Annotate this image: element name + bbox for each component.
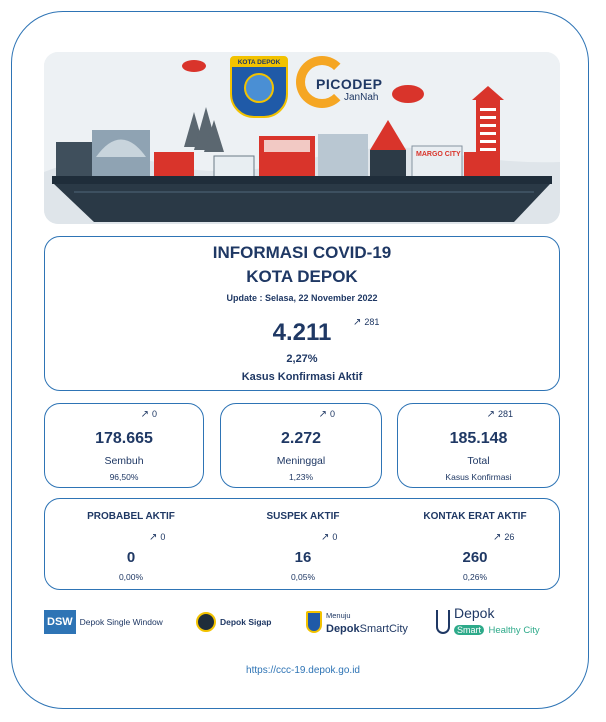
- dsw-badge: DSW: [44, 610, 76, 634]
- update-date: Update : Selasa, 22 November 2022: [226, 293, 378, 303]
- depok-sigap-logo[interactable]: [196, 600, 271, 644]
- column-delta-value: 0: [160, 532, 166, 542]
- active-cases-value: 4.211: [272, 319, 332, 346]
- column-value: 16: [294, 549, 312, 566]
- healthy-city-logo[interactable]: [436, 600, 540, 644]
- column-delta: [321, 532, 337, 543]
- active-delta: [353, 317, 379, 328]
- smartcity-pre: Menuju: [326, 610, 351, 620]
- title-line2: KOTA DEPOK: [246, 267, 358, 286]
- column-title: SUSPEK AKTIF: [266, 511, 340, 522]
- other-cases-card: [44, 498, 560, 590]
- arrow-up-right-icon: ↗: [353, 317, 362, 328]
- column-percent: 0,00%: [118, 572, 144, 582]
- stat-sub: Kasus Konfirmasi: [445, 472, 512, 482]
- column-delta: [493, 532, 514, 543]
- stat-card-deaths: [220, 403, 382, 488]
- arrow-up-right-icon: ↗: [321, 532, 330, 543]
- column-percent: 0,26%: [462, 572, 488, 582]
- active-cases-card: [44, 236, 560, 391]
- seal-caption: KOTA DEPOK: [232, 58, 286, 67]
- partner-logos: [44, 600, 560, 644]
- column-percent: 0,05%: [290, 572, 316, 582]
- picodep-sub: JanNah: [344, 92, 379, 103]
- title-line1: INFORMASI COVID-19: [212, 243, 392, 262]
- stat-delta-value: 0: [151, 409, 157, 419]
- smartcity-rest: SmartCity: [359, 622, 408, 635]
- suspect-column: [217, 499, 389, 591]
- hero-illustration: [44, 52, 560, 224]
- column-delta-value: 0: [332, 532, 338, 542]
- stat-sub: 1,23%: [288, 472, 314, 482]
- stat-value: 185.148: [449, 430, 508, 447]
- stat-delta: [141, 409, 157, 420]
- healthy-rest: Healthy City: [488, 625, 540, 636]
- stat-delta: [487, 409, 513, 420]
- depok-shield-icon: [306, 611, 322, 633]
- arrow-up-right-icon: ↗: [140, 409, 149, 420]
- dsw-label: Depok Single Window: [79, 617, 163, 627]
- column-value: 260: [462, 549, 488, 566]
- stat-value: 2.272: [280, 430, 322, 447]
- mall-sign: MARGO CITY: [416, 151, 461, 158]
- column-delta-value: 26: [504, 532, 515, 542]
- stat-card-recovered: [44, 403, 204, 488]
- column-title: PROBABEL AKTIF: [87, 511, 175, 522]
- stat-name: Sembuh: [104, 455, 144, 467]
- chat-bubble-icon: [196, 612, 216, 632]
- active-label: Kasus Konfirmasi Aktif: [241, 371, 363, 383]
- stat-card-total: [397, 403, 560, 488]
- column-title: KONTAK ERAT AKTIF: [423, 511, 527, 522]
- smartcity-logo[interactable]: [306, 600, 408, 644]
- stat-delta-value: 281: [497, 409, 513, 419]
- arrow-up-right-icon: ↗: [493, 532, 502, 543]
- kota-depok-seal: [230, 56, 288, 118]
- sigap-label: Depok Sigap: [220, 617, 272, 627]
- smartcity-bold: Depok: [326, 622, 360, 635]
- probable-column: [45, 499, 217, 591]
- picodep-title: PICODEP: [316, 76, 383, 92]
- close-contact-column: [389, 499, 561, 591]
- picodep-logo: [296, 56, 390, 116]
- stat-delta-value: 0: [329, 409, 335, 419]
- website-url[interactable]: https://ccc-19.depok.go.id: [246, 665, 360, 676]
- arrow-up-right-icon: ↗: [149, 532, 158, 543]
- stat-name: Total: [467, 455, 490, 467]
- active-delta-value: 281: [364, 317, 380, 327]
- column-value: 0: [126, 549, 136, 566]
- healthy-top: Depok: [454, 605, 495, 621]
- column-delta: [149, 532, 165, 543]
- healthy-smart: Smart: [454, 625, 484, 635]
- arrow-up-right-icon: ↗: [318, 409, 327, 420]
- stat-value: 178.665: [95, 430, 153, 447]
- stat-delta: [319, 409, 335, 420]
- stat-sub: 96,50%: [109, 472, 139, 482]
- dsw-logo[interactable]: [44, 600, 163, 644]
- arrow-up-right-icon: ↗: [486, 409, 495, 420]
- active-percent: 2,27%: [286, 353, 318, 365]
- stat-name: Meninggal: [276, 455, 326, 467]
- stethoscope-icon: [436, 610, 450, 634]
